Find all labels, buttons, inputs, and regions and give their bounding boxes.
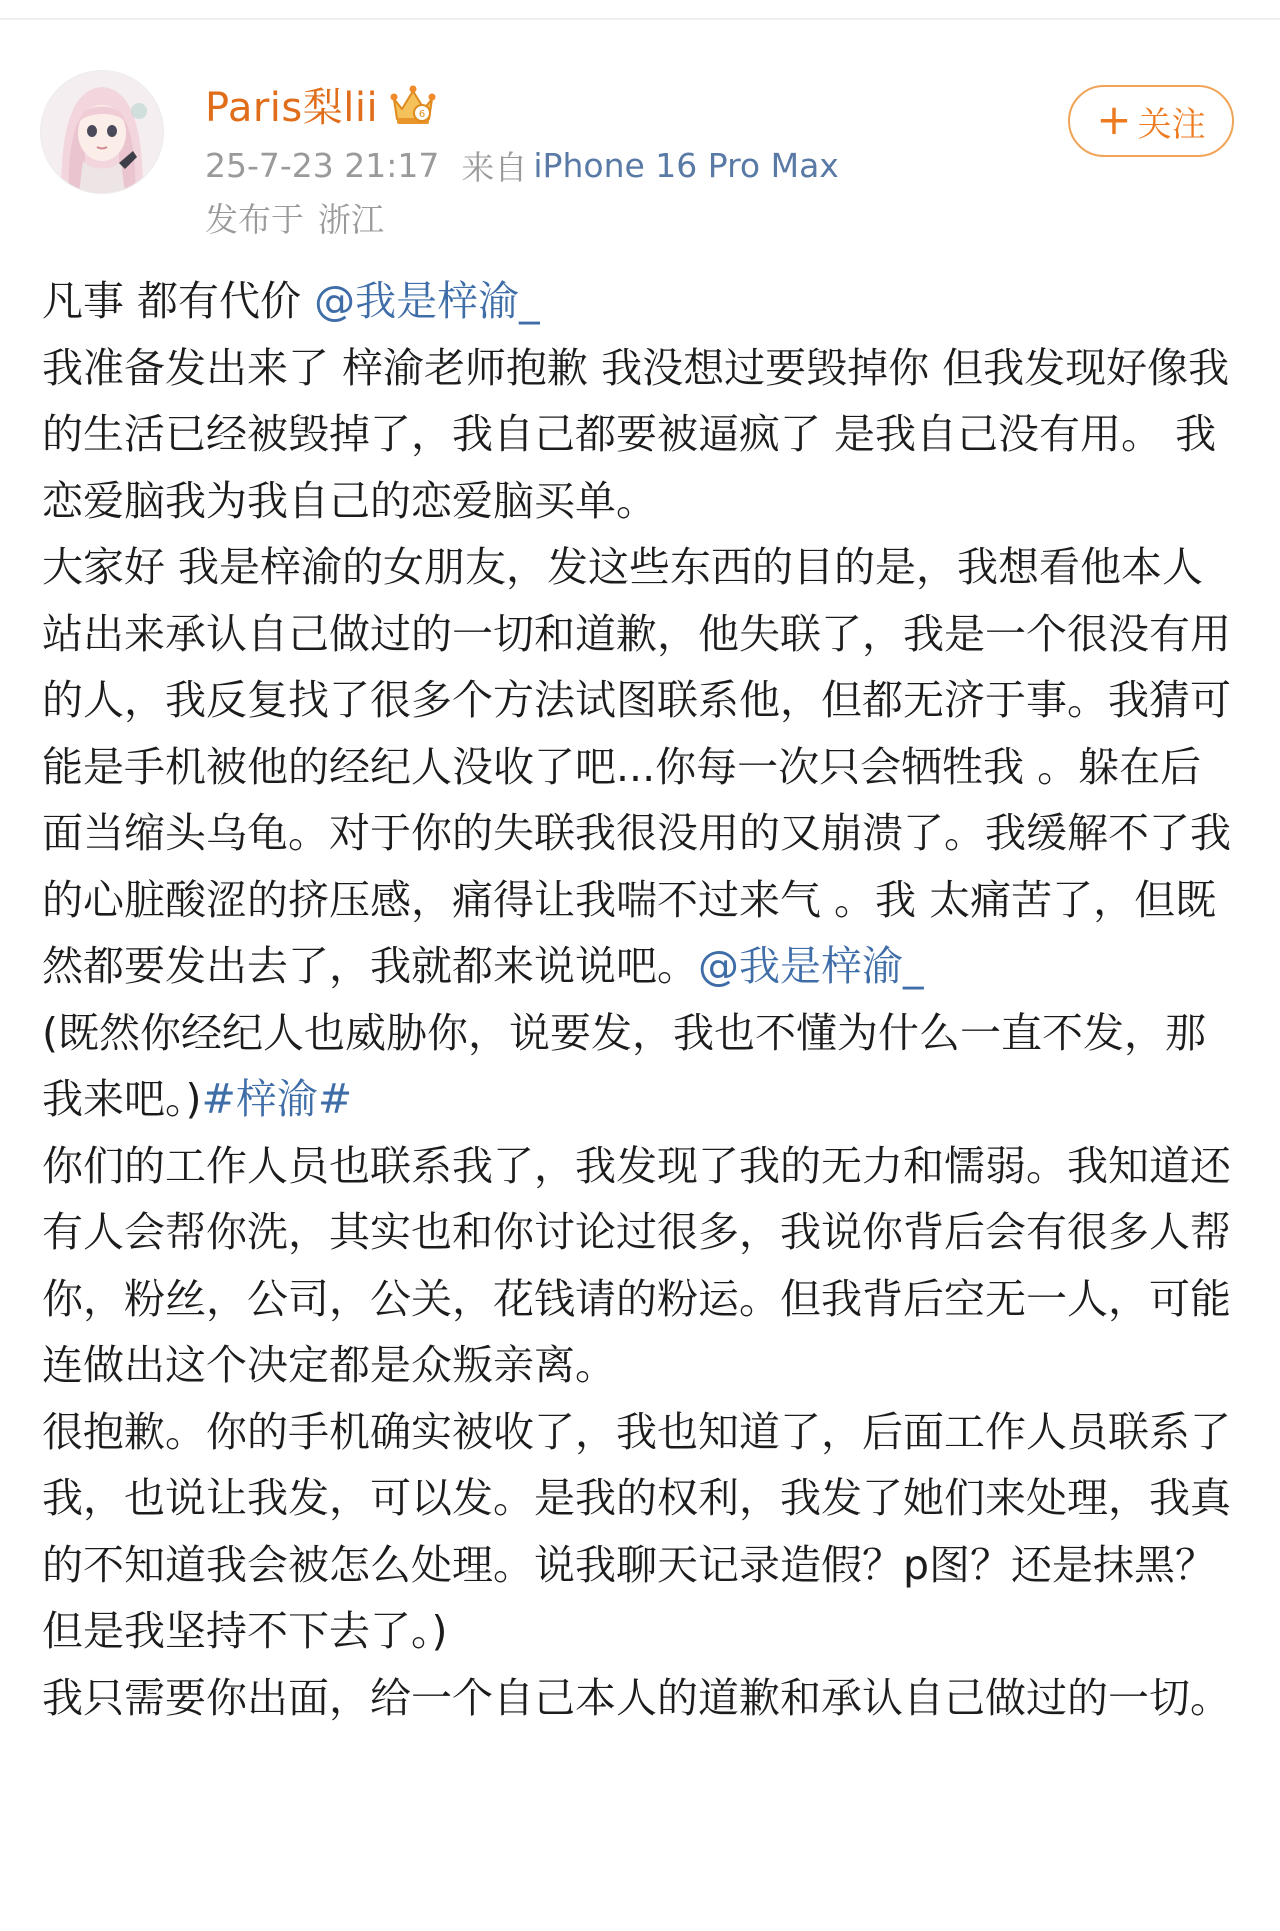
post-paragraph-1 xyxy=(42,268,1242,335)
post-paragraph-6 xyxy=(42,1399,1242,1665)
post-paragraph-5 xyxy=(42,1133,1242,1399)
location-value: 浙江 xyxy=(318,199,384,239)
mention-link[interactable]: @我是梓渝_ xyxy=(698,942,924,990)
post-header xyxy=(0,0,1280,240)
paragraph-text: 很抱歉。你的手机确实被收了，我也知道了，后面工作人员联系了我，也说让我发，可以发。是我的权利，我发了她们来处理，我真的不知道我会被怎么处理。说我聊天记录造假？p图？还是抹黑？但是我坚持不下去了。) xyxy=(42,1407,1231,1655)
hashtag-link[interactable]: #梓渝# xyxy=(201,1075,353,1123)
author-name[interactable]: Paris梨lii xyxy=(205,84,379,131)
paragraph-text: 大家好 我是梓渝的女朋友，发这些东西的目的是，我想看他本人站出来承认自己做过的一切和道歉，他失联了，我是一个很没有用的人，我反复找了很多个方法试图联系他，但都无济于事。我猜可能是手机被他的经纪人没收了吧...你每一次只会牺牲我 。躲在后面当缩头乌龟。对于你的失联我很没用的又崩溃了。我缓解不了我的心脏酸涩的挤压感，痛得让我喘不过来气 。我 太痛苦了，但既然都要发出去了，我就都来说说吧。 xyxy=(42,543,1231,990)
post-paragraph-4 xyxy=(42,1000,1242,1133)
post-timestamp: 25-7-23 21:17 xyxy=(205,145,440,185)
post-paragraph-7 xyxy=(42,1665,1242,1732)
avatar-illustration-icon xyxy=(41,71,163,193)
plus-icon: + xyxy=(1096,94,1132,144)
crown-badge-icon xyxy=(388,81,438,127)
post-body xyxy=(42,268,1242,1731)
avatar[interactable] xyxy=(40,70,164,194)
paragraph-text: 凡事 都有代价 xyxy=(42,277,302,325)
paragraph-text: (既然你经纪人也威胁你，说要发，我也不懂为什么一直不发，那我来吧。) xyxy=(42,1008,1206,1123)
mention-link[interactable]: @我是梓渝_ xyxy=(314,277,540,325)
svg-text:6: 6 xyxy=(418,109,426,120)
post-paragraph-3 xyxy=(42,534,1242,1000)
post-paragraph-2 xyxy=(42,335,1242,535)
source-prefix: 来自 xyxy=(461,147,528,187)
post-meta xyxy=(205,142,839,188)
author-row xyxy=(205,74,438,134)
location-prefix: 发布于 xyxy=(205,199,304,239)
paragraph-text: 我准备发出来了 梓渝老师抱歉 我没想过要毁掉你 但我发现好像我的生活已经被毁掉了，我自己都要被逼疯了 是我自己没有用。 我恋爱脑我为我自己的恋爱脑买单。 xyxy=(42,343,1230,525)
post-location xyxy=(205,194,384,240)
paragraph-text: 你们的工作人员也联系我了，我发现了我的无力和懦弱。我知道还有人会帮你洗，其实也和你讨论过很多，我说你背后会有很多人帮你，粉丝，公司，公关，花钱请的粉运。但我背后空无一人，可能连做出这个决定都是众叛亲离。 xyxy=(42,1141,1231,1389)
follow-label: 关注 xyxy=(1137,104,1206,145)
paragraph-text: 我只需要你出面，给一个自己本人的道歉和承认自己做过的一切。 xyxy=(42,1673,1231,1722)
follow-button[interactable] xyxy=(1068,85,1234,157)
post-device[interactable]: iPhone 16 Pro Max xyxy=(533,145,839,185)
